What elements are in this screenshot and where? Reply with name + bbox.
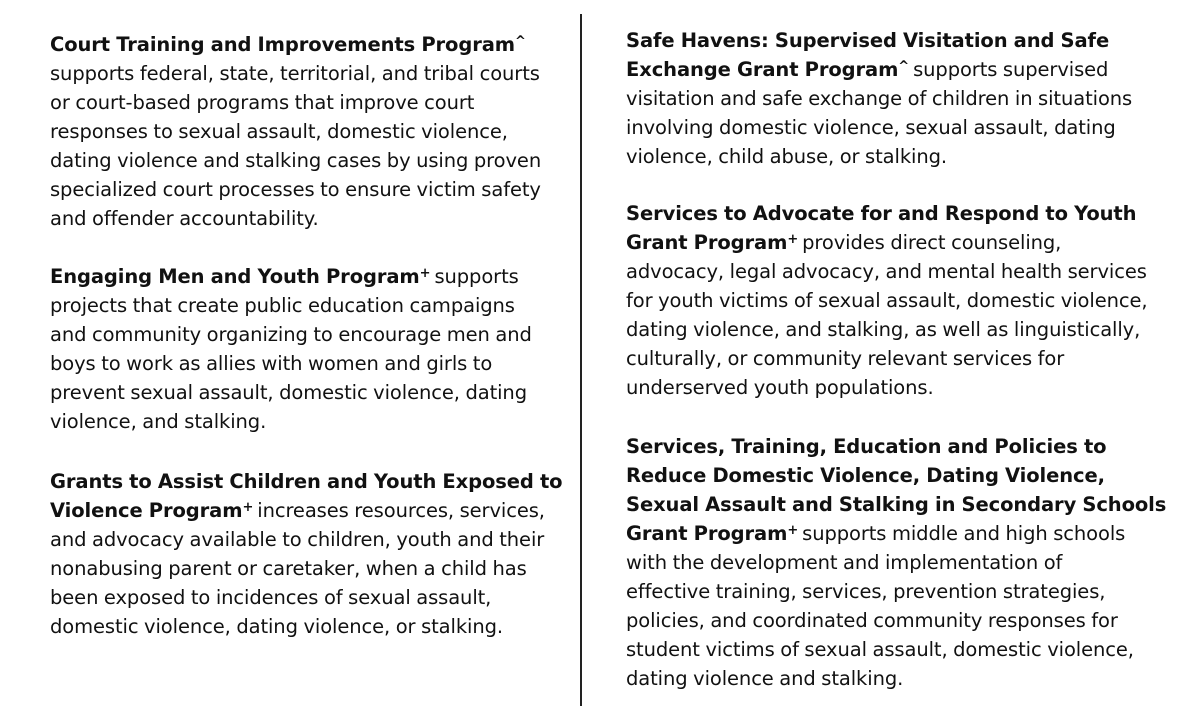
program-marker: + — [242, 500, 254, 515]
entry-line — [50, 59, 541, 88]
entry-line — [626, 113, 1132, 142]
entry-first-line — [626, 26, 1132, 55]
program-description: with the development and implementation of — [626, 551, 1063, 574]
program-description: supports — [434, 265, 519, 288]
entry-line — [626, 286, 1147, 315]
entry-line — [50, 496, 562, 525]
entry-first-line — [50, 467, 562, 496]
program-title: Engaging Men and Youth Program — [50, 265, 420, 288]
program-description: violence, child abuse, or stalking. — [626, 145, 947, 168]
program-description: student victims of sexual assault, domestic violence, — [626, 638, 1134, 661]
program-description: dating violence, and stalking, as well as linguistically, — [626, 318, 1141, 341]
program-description: visitation and safe exchange of children in situations — [626, 87, 1133, 110]
entry-line — [50, 291, 532, 320]
program-description: and community organizing to encourage men and — [50, 323, 532, 346]
program-title: Services to Advocate for and Respond to Youth — [626, 202, 1137, 225]
entry-line — [50, 204, 541, 233]
program-title: Exchange Grant Program — [626, 58, 899, 81]
program-description: boys to work as allies with women and girls to — [50, 352, 493, 375]
program-description: responses to sexual assault, domestic violence, — [50, 120, 508, 143]
entry-line — [626, 490, 1166, 519]
entry-line — [50, 88, 541, 117]
entry-line — [50, 583, 562, 612]
program-description: prevent sexual assault, domestic violence, dating — [50, 381, 527, 404]
program-description: for youth victims of sexual assault, domestic violence, — [626, 289, 1148, 312]
program-description: projects that create public education campaigns — [50, 294, 515, 317]
program-marker: + — [787, 232, 799, 247]
program-title: Grant Program — [626, 522, 788, 545]
program-description: and advocacy available to children, youth and their — [50, 528, 545, 551]
entry-line — [626, 664, 1166, 693]
program-description: underserved youth populations. — [626, 376, 934, 399]
program-description: supports supervised — [913, 58, 1109, 81]
entry-line — [626, 606, 1166, 635]
program-title: Grants to Assist Children and Youth Exposed to — [50, 470, 563, 493]
program-marker: + — [787, 523, 799, 538]
program-title: Safe Havens: Supervised Visitation and Safe — [626, 29, 1110, 52]
column-divider — [580, 14, 582, 706]
entry-line — [50, 525, 562, 554]
entry-line — [50, 117, 541, 146]
program-description: supports federal, state, territorial, and tribal courts — [50, 62, 540, 85]
entry-line — [50, 612, 562, 641]
entry-line — [50, 554, 562, 583]
program-description: supports middle and high schools — [802, 522, 1126, 545]
program-secondary-schools — [626, 432, 1166, 693]
entry-line — [626, 55, 1132, 84]
program-description: dating violence and stalking. — [626, 667, 904, 690]
entry-first-line — [626, 199, 1147, 228]
program-title: Reduce Domestic Violence, Dating Violence, — [626, 464, 1105, 487]
program-engaging-men-youth — [50, 262, 532, 436]
program-children-youth-exposed — [50, 467, 562, 641]
program-description: and offender accountability. — [50, 207, 319, 230]
entry-first-line — [50, 30, 541, 59]
program-title: Services, Training, Education and Policies to — [626, 435, 1107, 458]
entry-line — [626, 577, 1166, 606]
entry-line — [50, 407, 532, 436]
entry-line — [626, 84, 1132, 113]
entry-line — [50, 175, 541, 204]
program-description: nonabusing parent or caretaker, when a child has — [50, 557, 527, 580]
program-description: been exposed to incidences of sexual assault, — [50, 586, 492, 609]
entry-line — [626, 373, 1147, 402]
program-marker: ^ — [898, 59, 910, 74]
entry-line — [50, 320, 532, 349]
entry-line — [626, 519, 1166, 548]
entry-line — [50, 146, 541, 175]
entry-line — [626, 228, 1147, 257]
entry-first-line — [626, 432, 1166, 461]
entry-line — [626, 315, 1147, 344]
program-marker: + — [419, 266, 431, 281]
program-description: provides direct counseling, — [802, 231, 1062, 254]
entry-line — [626, 344, 1147, 373]
program-description: culturally, or community relevant services for — [626, 347, 1065, 370]
entry-line — [626, 142, 1132, 171]
program-description: or court-based programs that improve court — [50, 91, 475, 114]
entry-line — [50, 349, 532, 378]
entry-line — [626, 548, 1166, 577]
program-marker: ^ — [515, 34, 526, 49]
program-description: increases resources, services, — [257, 499, 545, 522]
entry-line — [626, 257, 1147, 286]
entry-first-line — [50, 262, 532, 291]
program-title: Sexual Assault and Stalking in Secondary Schools — [626, 493, 1167, 516]
program-youth-services — [626, 199, 1147, 402]
program-safe-havens — [626, 26, 1132, 171]
program-description: effective training, services, prevention strategies, — [626, 580, 1106, 603]
entry-line — [50, 378, 532, 407]
program-description: dating violence and stalking cases by using proven — [50, 149, 542, 172]
entry-line — [626, 461, 1166, 490]
program-description: involving domestic violence, sexual assault, dating — [626, 116, 1116, 139]
program-title: Grant Program — [626, 231, 788, 254]
program-title: Violence Program — [50, 499, 243, 522]
program-description: violence, and stalking. — [50, 410, 267, 433]
program-description: specialized court processes to ensure victim safety — [50, 178, 541, 201]
program-title: Court Training and Improvements Program — [50, 33, 516, 56]
program-description: policies, and coordinated community responses for — [626, 609, 1118, 632]
program-description: domestic violence, dating violence, or stalking. — [50, 615, 503, 638]
entry-line — [626, 635, 1166, 664]
program-description: advocacy, legal advocacy, and mental health services — [626, 260, 1147, 283]
program-court-training — [50, 30, 541, 233]
